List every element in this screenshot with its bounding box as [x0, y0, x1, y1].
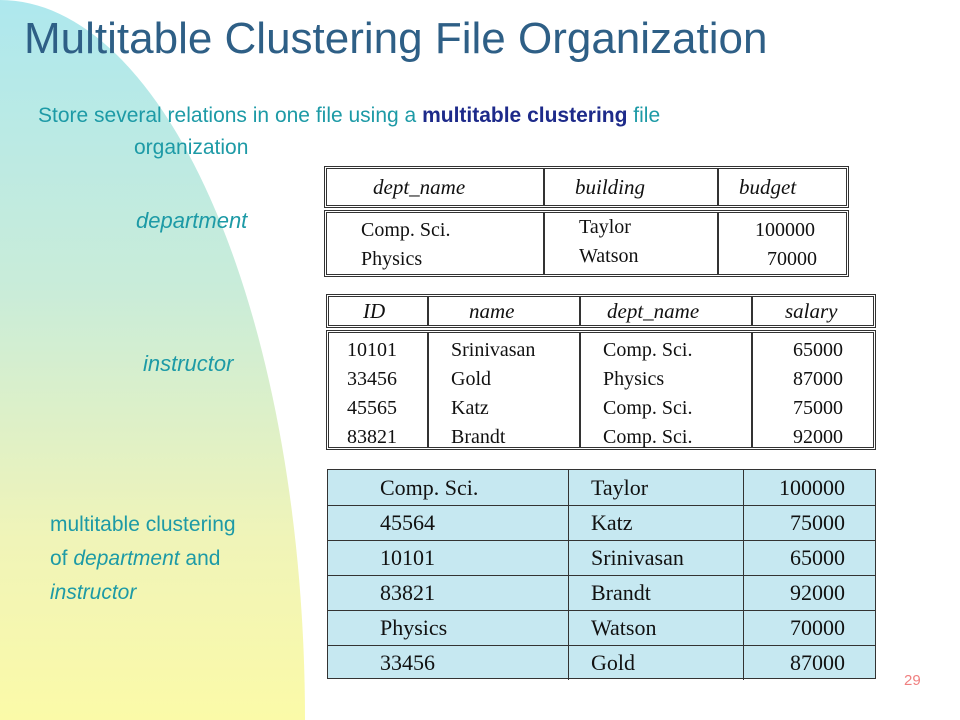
- clustering-cell: Srinivasan: [568, 540, 743, 575]
- department-cell: 100000: [755, 219, 815, 241]
- header-salary: salary: [751, 297, 873, 325]
- department-col-building: [543, 213, 717, 274]
- instructor-cell: 75000: [793, 397, 843, 419]
- clustering-cell: Gold: [568, 645, 743, 680]
- instructor-body: [326, 330, 876, 450]
- clustering-row: [328, 645, 875, 680]
- clustering-cell: Comp. Sci.: [380, 474, 479, 500]
- clustering-cell: 33456: [380, 649, 435, 675]
- subtitle-text-pre: Store several relations in one file using a: [38, 104, 423, 127]
- instructor-col-salary: [751, 333, 873, 447]
- instructor-cell: Brandt: [451, 426, 506, 448]
- clustering-row: [328, 540, 875, 576]
- clustering-cell: Katz: [568, 505, 743, 540]
- department-cell: 70000: [767, 248, 817, 270]
- header-budget: budget: [717, 169, 846, 205]
- instructor-cell: 92000: [793, 426, 843, 448]
- instructor-cell: 10101: [347, 339, 397, 361]
- clustering-cell: 45564: [380, 509, 435, 535]
- clustering-cell: 75000: [743, 505, 875, 540]
- department-cell: Watson: [579, 245, 639, 267]
- department-col-budget: [717, 213, 846, 274]
- instructor-cell: Srinivasan: [451, 339, 536, 361]
- label-multi-and: and: [179, 547, 221, 570]
- header-name: name: [427, 297, 579, 325]
- instructor-cell: 33456: [347, 368, 397, 390]
- clustering-cell: Physics: [380, 614, 448, 640]
- clustering-row: [328, 575, 875, 611]
- label-multi-dept: department: [73, 547, 180, 570]
- label-multi-of: of: [50, 547, 74, 570]
- instructor-cell: Katz: [451, 397, 489, 419]
- instructor-cell: Gold: [451, 368, 491, 390]
- clustering-row: [328, 505, 875, 541]
- slide-title: Multitable Clustering File Organization: [24, 14, 768, 63]
- instructor-cell: 87000: [793, 368, 843, 390]
- clustering-table: [327, 469, 876, 679]
- department-body: [324, 210, 849, 277]
- instructor-header: [326, 294, 876, 328]
- clustering-cell: 83821: [380, 579, 435, 605]
- label-multitable: [50, 508, 330, 610]
- clustering-cell: Taylor: [568, 470, 743, 505]
- department-header: [324, 166, 849, 208]
- instructor-col-id: [329, 333, 427, 447]
- subtitle-text-post: file: [627, 104, 661, 127]
- header-building: building: [543, 169, 717, 205]
- department-cell: Taylor: [579, 216, 631, 238]
- clustering-cell: 92000: [743, 575, 875, 610]
- instructor-cell: Comp. Sci.: [603, 397, 693, 419]
- clustering-cell: 10101: [380, 544, 435, 570]
- instructor-col-name: [427, 333, 579, 447]
- clustering-cell: 87000: [743, 645, 875, 680]
- label-department: department: [136, 208, 248, 233]
- department-cell: Physics: [361, 248, 423, 270]
- label-multi-pre: multitable clustering: [50, 513, 236, 536]
- instructor-cell: Physics: [603, 368, 665, 390]
- instructor-cell: Comp. Sci.: [603, 426, 693, 448]
- department-cell: Comp. Sci.: [361, 219, 451, 241]
- instructor-cell: 65000: [793, 339, 843, 361]
- clustering-row: [328, 470, 875, 506]
- instructor-cell: Comp. Sci.: [603, 339, 693, 361]
- slide-subtitle: [38, 100, 928, 164]
- clustering-cell: 65000: [743, 540, 875, 575]
- clustering-cell: 100000: [743, 470, 875, 505]
- header-dept-name: dept_name: [579, 297, 751, 325]
- instructor-cell: 45565: [347, 397, 397, 419]
- subtitle-text-line2: organization: [134, 136, 249, 159]
- instructor-col-dept: [579, 333, 751, 447]
- label-instructor: instructor: [143, 351, 234, 376]
- clustering-cell: 70000: [743, 610, 875, 645]
- header-dept-name: dept_name: [373, 174, 466, 199]
- clustering-row: [328, 610, 875, 646]
- subtitle-emphasis: multitable clustering: [422, 104, 628, 127]
- label-multi-instr: instructor: [50, 581, 137, 604]
- department-col-dept: [327, 213, 543, 274]
- clustering-cell: Brandt: [568, 575, 743, 610]
- clustering-cell: Watson: [568, 610, 743, 645]
- page-number: 29: [904, 672, 921, 689]
- instructor-cell: 83821: [347, 426, 397, 448]
- header-id: ID: [363, 298, 386, 323]
